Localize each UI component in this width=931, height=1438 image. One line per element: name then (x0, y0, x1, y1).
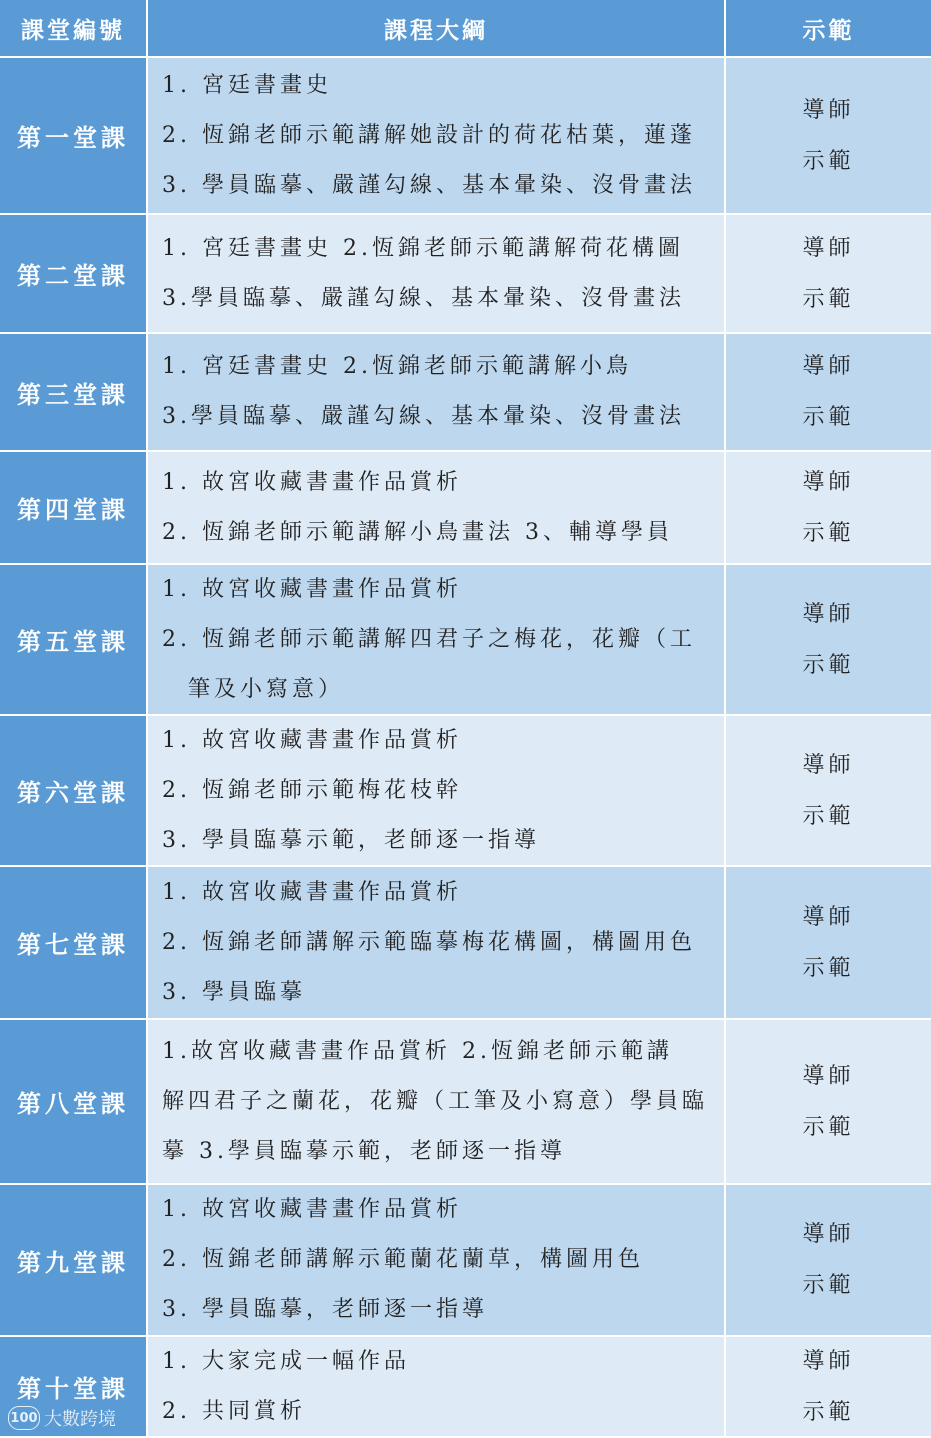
demo-cell (726, 867, 931, 1020)
outline-line: 2. 恆錦老師講解示範蘭花蘭草，構圖用色 (162, 1247, 644, 1272)
lesson-number: 第九堂課 (0, 1185, 148, 1337)
demo-cell (726, 565, 931, 716)
demo-text: 示範 (802, 520, 855, 546)
demo-text: 導師 (802, 1222, 855, 1247)
outline-line: 2. 恆錦老師講解示範臨摹梅花構圖，構圖用色 (162, 929, 696, 955)
outline-line: 1. 故宮收藏書畫作品賞析 (162, 879, 462, 905)
outline-line: 1. 宮廷書畫史 (162, 72, 332, 98)
course-outline (148, 565, 726, 716)
demo-text: 導師 (802, 469, 855, 495)
header-demo: 示範 (726, 0, 931, 58)
outline-line: 3. 學員臨摹、嚴謹勾線、基本暈染、沒骨畫法 (162, 172, 696, 198)
course-outline (148, 215, 726, 334)
lesson-number: 第八堂課 (0, 1020, 148, 1185)
outline-line: 1. 宮廷書畫史 2.恆錦老師示範講解小鳥 (162, 354, 632, 379)
lesson-number: 第三堂課 (0, 334, 148, 452)
outline-line: 1.故宮收藏書畫作品賞析 2.恆錦老師示範講 (162, 1038, 673, 1064)
outline-line: 解四君子之蘭花，花瓣（工筆及小寫意）學員臨 (162, 1088, 709, 1114)
lesson-number: 第四堂課 (0, 452, 148, 565)
watermark-text: 大數跨境 (44, 1409, 116, 1430)
watermark (8, 1405, 116, 1431)
course-outline (148, 867, 726, 1020)
outline-line: 摹 3.學員臨摹示範，老師逐一指導 (162, 1138, 566, 1164)
demo-cell (726, 215, 931, 334)
demo-text: 導師 (802, 235, 855, 261)
demo-text: 示範 (802, 652, 855, 678)
lesson-number: 第六堂課 (0, 716, 148, 867)
demo-text: 導師 (802, 752, 855, 778)
demo-text: 導師 (802, 97, 855, 123)
outline-line: 1. 宮廷書畫史 2.恆錦老師示範講解荷花構圖 (162, 235, 684, 261)
outline-line: 筆及小寫意） (162, 676, 345, 702)
lesson-number: 第七堂課 (0, 867, 148, 1020)
lesson-number: 第一堂課 (0, 58, 148, 215)
demo-text: 示範 (802, 955, 855, 981)
outline-line: 1. 故宮收藏書畫作品賞析 (162, 469, 462, 495)
course-outline (148, 58, 726, 215)
demo-cell (726, 58, 931, 215)
demo-cell (726, 1337, 931, 1438)
demo-text: 示範 (802, 405, 855, 430)
demo-text: 導師 (802, 904, 855, 930)
watermark-logo-icon: 100 (8, 1406, 40, 1430)
header-lesson-no: 課堂編號 (0, 0, 148, 58)
demo-cell (726, 716, 931, 867)
outline-line: 3.學員臨摹、嚴謹勾線、基本暈染、沒骨畫法 (162, 285, 685, 311)
outline-line: 1. 故宮收藏書畫作品賞析 (162, 1197, 462, 1222)
demo-text: 導師 (802, 354, 855, 379)
course-outline (148, 716, 726, 867)
lesson-number: 第五堂課 (0, 565, 148, 716)
demo-text: 示範 (802, 1399, 855, 1425)
demo-text: 示範 (802, 803, 855, 829)
course-outline (148, 1337, 726, 1438)
outline-line: 2. 恆錦老師示範講解四君子之梅花，花瓣（工 (162, 626, 696, 652)
course-outline (148, 334, 726, 452)
header-outline: 課程大綱 (148, 0, 726, 58)
demo-text: 導師 (802, 1348, 855, 1374)
outline-line: 3.學員臨摹、嚴謹勾線、基本暈染、沒骨畫法 (162, 404, 685, 429)
outline-line: 2. 恆錦老師示範講解小鳥畫法 3、輔導學員 (162, 519, 673, 545)
course-outline (148, 452, 726, 565)
demo-cell (726, 334, 931, 452)
outline-line: 2. 共同賞析 (162, 1398, 306, 1424)
outline-line: 3. 學員臨摹，老師逐一指導 (162, 1297, 488, 1322)
outline-line: 2. 恆錦老師示範梅花枝幹 (162, 777, 462, 803)
lesson-number: 第十堂課 (0, 1337, 148, 1438)
demo-cell (726, 1185, 931, 1337)
outline-line: 1. 大家完成一幅作品 (162, 1348, 410, 1374)
course-outline (148, 1020, 726, 1185)
lesson-number: 第二堂課 (0, 215, 148, 334)
outline-line: 1. 故宮收藏書畫作品賞析 (162, 727, 462, 753)
demo-text: 導師 (802, 601, 855, 627)
course-outline (148, 1185, 726, 1337)
demo-text: 導師 (802, 1063, 855, 1089)
outline-line: 3. 學員臨摹示範，老師逐一指導 (162, 827, 540, 853)
outline-line: 1. 故宮收藏書畫作品賞析 (162, 576, 462, 602)
demo-text: 示範 (802, 148, 855, 174)
demo-cell (726, 1020, 931, 1185)
outline-line: 2. 恆錦老師示範講解她設計的荷花枯葉，蓮蓬 (162, 122, 696, 148)
demo-text: 示範 (802, 286, 855, 312)
demo-text: 示範 (802, 1114, 855, 1140)
demo-text: 示範 (802, 1273, 855, 1298)
demo-cell (726, 452, 931, 565)
outline-line: 3. 學員臨摹 (162, 979, 306, 1005)
